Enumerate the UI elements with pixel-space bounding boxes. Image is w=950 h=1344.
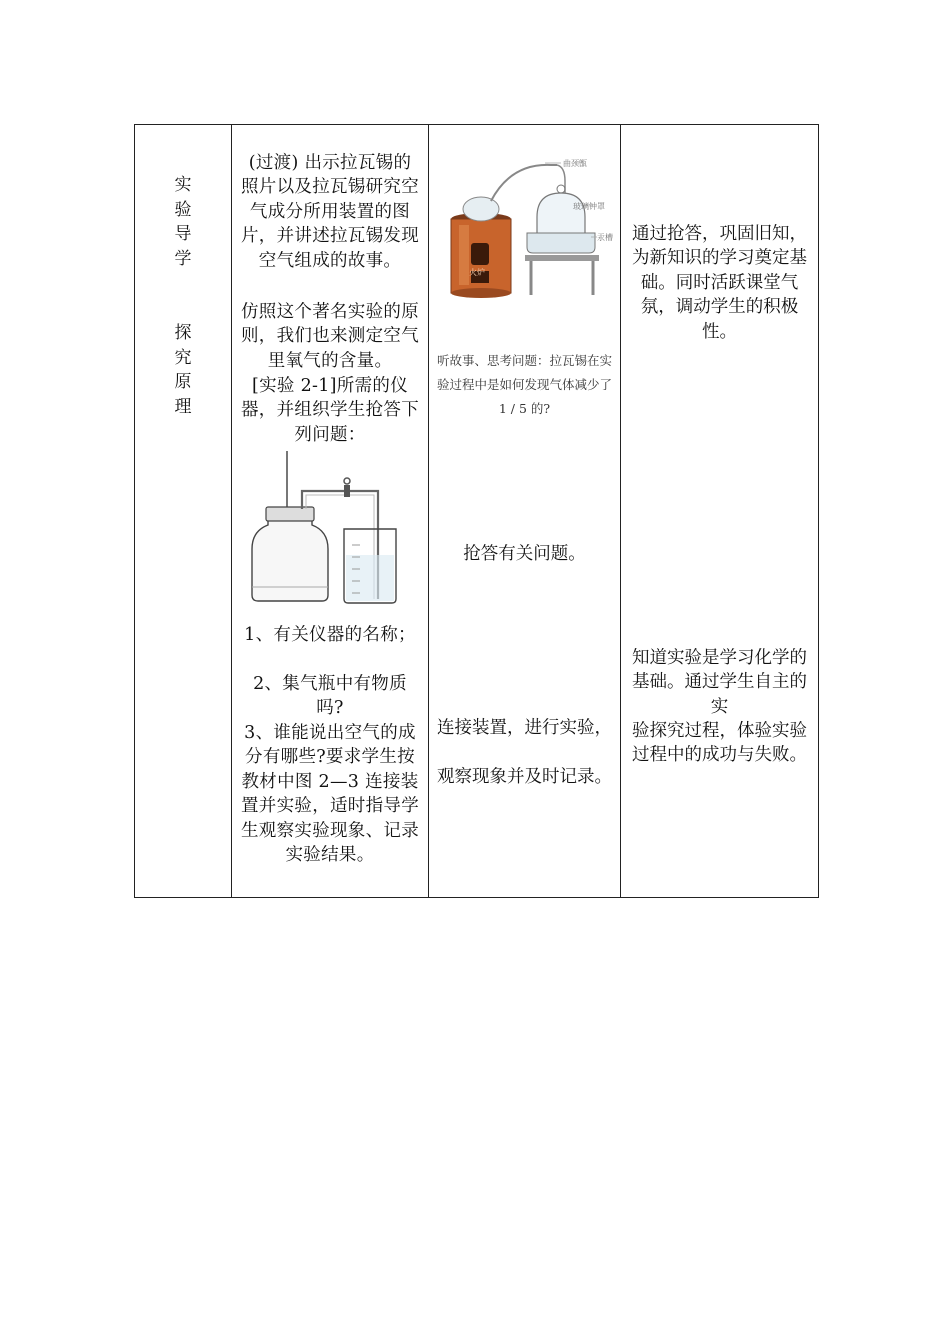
label-mercury-trough: 汞槽 (597, 233, 613, 242)
label-retort: 曲颈甑 (563, 159, 587, 168)
observe-text: 观察现象并及时记录。 (437, 767, 612, 787)
imitate-paragraph: 仿照这个著名实验的原则，我们也来测定空气里氧气的含量。 (241, 302, 419, 371)
label-char: 学 (174, 248, 192, 269)
lesson-plan-table (134, 124, 819, 898)
design-intent-cell (621, 125, 819, 898)
label-char: 验 (174, 199, 192, 220)
purpose-text-2b: 验探究过程，体验实验过程中的成功与失败。 (632, 721, 807, 766)
teacher-activity-cell (232, 125, 429, 898)
label-char: 原 (174, 372, 192, 392)
connect-text: 连接装置，进行实验， (437, 718, 612, 738)
section-label-principle (135, 321, 231, 419)
table-row (135, 125, 819, 898)
oxygen-experiment-apparatus-illustration (246, 447, 416, 607)
purpose-text-1: 通过抢答，巩固旧知，为新知识的学习奠定基础。同时活跃课堂气氛，调动学生的积极性。 (632, 224, 807, 342)
label-char: 实 (174, 175, 192, 195)
answer-text: 抢答有关问题。 (463, 544, 586, 564)
section-label-guide (135, 173, 231, 271)
lavoisier-apparatus-illustration (441, 147, 611, 305)
label-bell-jar: 玻璃钟罩 (573, 202, 605, 211)
section-label-cell (135, 125, 232, 898)
intro-paragraph: (过渡) 出示拉瓦锡的照片以及拉瓦锡研究空气成分所用装置的图片，并讲述拉瓦锡发现空气组成的故事。 (241, 153, 419, 271)
label-char: 导 (174, 224, 192, 244)
lavoisier-caption: 听故事、思考问题：拉瓦锡在实验过程中是如何发现气体减少了 1 / 5 的? (436, 353, 612, 416)
student-activity-cell (429, 125, 621, 898)
question-3: 3、谁能说出空气的成分有哪些?要求学生按教材中图 2—3 连接装置并实验，适时指导学生观察实验现象、记录实验结果。 (241, 723, 419, 866)
question-2: 2、集气瓶中有物质吗? (253, 674, 407, 719)
question-1: 1、有关仪器的名称； (244, 625, 416, 645)
label-furnace: 火炉 (469, 268, 485, 277)
label-char: 究 (174, 347, 192, 368)
purpose-text-2a: 知道实验是学习化学的基础。通过学生自主的实 (632, 648, 807, 717)
label-char: 探 (174, 323, 192, 343)
label-char: 理 (174, 396, 192, 417)
experiment-paragraph: [实验 2-1]所需的仪器，并组织学生抢答下列问题： (241, 376, 419, 445)
